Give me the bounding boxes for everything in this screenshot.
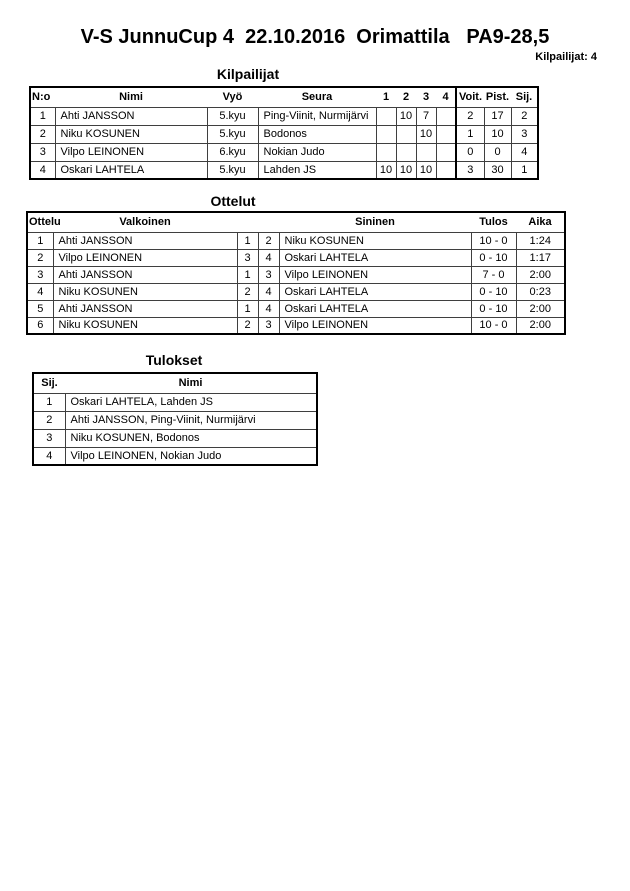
blue-name: Oskari LAHTELA: [279, 283, 471, 300]
column-header-white: Valkoinen: [119, 216, 171, 229]
blue-name: Oskari LAHTELA: [279, 300, 471, 317]
round-score: 10: [376, 161, 396, 179]
white-name: Vilpo LEINONEN: [53, 249, 237, 266]
column-header-name: Nimi: [119, 91, 143, 104]
competitor-wins: 3: [456, 161, 484, 179]
match-number: 6: [27, 317, 53, 334]
column-header-blue: Sininen: [355, 216, 395, 229]
column-header-time: Aika: [528, 216, 552, 229]
white-name: Ahti JANSSON: [53, 300, 237, 317]
result-placement: 2: [33, 411, 65, 429]
result-placement: 1: [33, 393, 65, 411]
competitor-number: 1: [30, 107, 55, 125]
white-number: 1: [237, 266, 258, 283]
result-row: [33, 411, 317, 429]
match-row: [27, 249, 565, 266]
match-row: [27, 300, 565, 317]
matches-section-heading: Ottelut: [210, 193, 256, 209]
competitor-name: Niku KOSUNEN: [55, 125, 207, 143]
match-time: 1:17: [516, 249, 565, 266]
blue-name: Niku KOSUNEN: [279, 232, 471, 249]
matches-header-row: [27, 212, 565, 232]
match-time: 2:00: [516, 300, 565, 317]
round-score: 10: [396, 107, 416, 125]
match-score: 0 - 10: [471, 300, 516, 317]
blue-number: 4: [258, 283, 279, 300]
blue-name: Oskari LAHTELA: [279, 249, 471, 266]
match-number: 2: [27, 249, 53, 266]
competitor-placement: 3: [511, 125, 538, 143]
result-name: Niku KOSUNEN, Bodonos: [65, 429, 317, 447]
competitor-belt: 5.kyu: [207, 161, 258, 179]
blue-number: 4: [258, 249, 279, 266]
round-score: [436, 161, 456, 179]
competitor-points: 17: [484, 107, 511, 125]
competitor-wins: 0: [456, 143, 484, 161]
competitor-row: [30, 107, 538, 125]
page-title: V-S JunnuCup 4 22.10.2016 Orimattila PA9-28,5: [80, 26, 550, 48]
match-score: 0 - 10: [471, 249, 516, 266]
column-header-round-2: 2: [402, 91, 410, 104]
match-row: [27, 232, 565, 249]
result-row: [33, 447, 317, 465]
competitor-placement: 2: [511, 107, 538, 125]
competitor-belt: 6.kyu: [207, 143, 258, 161]
column-header-blue-number: [258, 212, 279, 232]
competitor-count-label: Kilpailijat: 4: [535, 51, 597, 63]
competitor-points: 10: [484, 125, 511, 143]
column-header-round-1: 1: [382, 91, 390, 104]
round-score: [436, 125, 456, 143]
competitor-row: [30, 143, 538, 161]
match-score: 0 - 10: [471, 283, 516, 300]
competitor-number: 3: [30, 143, 55, 161]
column-header-white-number: [237, 212, 258, 232]
column-header-round-4: 4: [442, 91, 449, 104]
blue-number: 2: [258, 232, 279, 249]
white-number: 2: [237, 283, 258, 300]
match-row: [27, 317, 565, 334]
round-score: 7: [416, 107, 436, 125]
round-score: [396, 143, 416, 161]
matches-table: [26, 211, 566, 335]
match-score: 10 - 0: [471, 232, 516, 249]
competitor-points: 0: [484, 143, 511, 161]
competitor-belt: 5.kyu: [207, 125, 258, 143]
white-number: 1: [237, 232, 258, 249]
white-name: Niku KOSUNEN: [53, 317, 237, 334]
round-score: [416, 143, 436, 161]
competitor-number: 4: [30, 161, 55, 179]
blue-number: 3: [258, 317, 279, 334]
white-number: 2: [237, 317, 258, 334]
match-time: 1:24: [516, 232, 565, 249]
round-score: [436, 143, 456, 161]
round-score: [396, 125, 416, 143]
column-header-club: Seura: [301, 91, 333, 104]
competitors-header-row: [30, 87, 538, 107]
match-number: 3: [27, 266, 53, 283]
result-row: [33, 429, 317, 447]
results-header-row: [33, 373, 317, 393]
round-score: [436, 107, 456, 125]
competitor-placement: 1: [511, 161, 538, 179]
match-score: 7 - 0: [471, 266, 516, 283]
competitor-number: 2: [30, 125, 55, 143]
competitors-table: [29, 86, 539, 180]
white-number: 3: [237, 249, 258, 266]
competitor-wins: 1: [456, 125, 484, 143]
competitors-section-heading: Kilpailijat: [216, 66, 280, 82]
competitor-club: Ping-Viinit, Nurmijärvi: [258, 107, 376, 125]
column-header-score: Tulos: [479, 216, 508, 229]
match-time: 2:00: [516, 317, 565, 334]
match-number: 4: [27, 283, 53, 300]
round-score: [376, 107, 396, 125]
competitor-row: [30, 125, 538, 143]
column-header-name: Nimi: [178, 377, 203, 390]
competitor-club: Lahden JS: [258, 161, 376, 179]
competitor-club: Bodonos: [258, 125, 376, 143]
white-name: Ahti JANSSON: [53, 232, 237, 249]
round-score: [376, 143, 396, 161]
column-header-wins: Voit.: [456, 87, 484, 107]
competitor-name: Oskari LAHTELA: [55, 161, 207, 179]
match-row: [27, 266, 565, 283]
result-row: [33, 393, 317, 411]
competitor-points: 30: [484, 161, 511, 179]
white-name: Ahti JANSSON: [53, 266, 237, 283]
round-score: 10: [416, 125, 436, 143]
white-number: 1: [237, 300, 258, 317]
column-header-match-number: Ottelu: [29, 216, 61, 229]
column-header-points: Pist.: [485, 91, 510, 104]
round-score: 10: [416, 161, 436, 179]
column-header-number: N:o: [32, 91, 51, 104]
competitor-belt: 5.kyu: [207, 107, 258, 125]
column-header-placement: Sij.: [41, 377, 58, 390]
match-number: 5: [27, 300, 53, 317]
result-name: Ahti JANSSON, Ping-Viinit, Nurmijärvi: [65, 411, 317, 429]
match-score: 10 - 0: [471, 317, 516, 334]
competitor-placement: 4: [511, 143, 538, 161]
round-score: [376, 125, 396, 143]
competitor-wins: 2: [456, 107, 484, 125]
round-score: 10: [396, 161, 416, 179]
competitor-name: Ahti JANSSON: [55, 107, 207, 125]
match-time: 2:00: [516, 266, 565, 283]
competitor-name: Vilpo LEINONEN: [55, 143, 207, 161]
column-header-placement: Sij.: [515, 91, 533, 104]
white-name: Niku KOSUNEN: [53, 283, 237, 300]
column-header-belt: Vyö: [222, 91, 243, 104]
blue-number: 4: [258, 300, 279, 317]
match-number: 1: [27, 232, 53, 249]
competitor-row: [30, 161, 538, 179]
competitor-club: Nokian Judo: [258, 143, 376, 161]
result-name: Oskari LAHTELA, Lahden JS: [65, 393, 317, 411]
match-row: [27, 283, 565, 300]
result-name: Vilpo LEINONEN, Nokian Judo: [65, 447, 317, 465]
blue-name: Vilpo LEINONEN: [279, 266, 471, 283]
result-placement: 4: [33, 447, 65, 465]
column-header-round-3: 3: [422, 91, 430, 104]
blue-number: 3: [258, 266, 279, 283]
blue-name: Vilpo LEINONEN: [279, 317, 471, 334]
results-table: [32, 372, 318, 466]
match-time: 0:23: [516, 283, 565, 300]
result-placement: 3: [33, 429, 65, 447]
results-section-heading: Tulokset: [145, 352, 203, 368]
